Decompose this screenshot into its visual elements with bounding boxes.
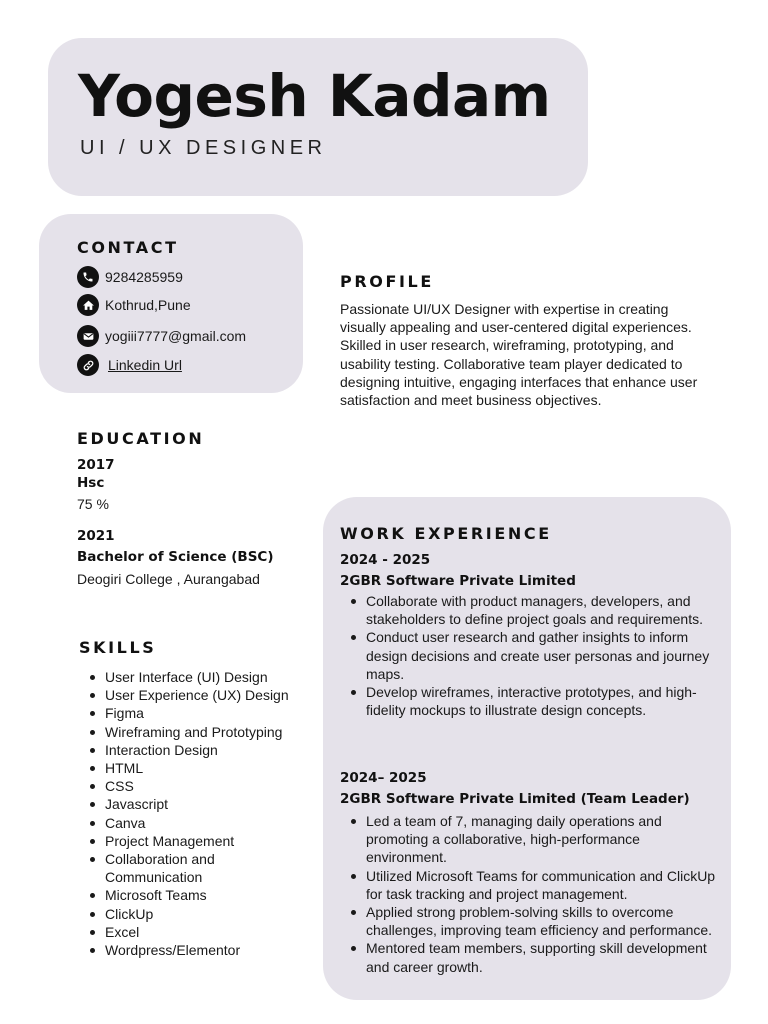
contact-email-row (77, 325, 246, 347)
job-period: 2024 - 2025 (340, 552, 431, 568)
skills-list (79, 668, 304, 959)
education-detail: 75 % (77, 496, 109, 512)
home-icon (77, 294, 99, 316)
job-bullet: Applied strong problem-solving skills to overcome challenges, improving team efficiency and performance. (340, 903, 720, 939)
education-year: 2017 (77, 457, 115, 473)
education-degree: Bachelor of Science (BSC) (77, 549, 274, 565)
skill-item: Canva (79, 814, 304, 832)
skill-item: Wordpress/Elementor (79, 941, 304, 959)
skill-item: Javascript (79, 795, 304, 813)
profile-text: Passionate UI/UX Designer with expertise in creating visually appealing and user-centered digital experiences. Skilled in user research, wireframing, prototyping, and usability testing. Collaborative team player dedicated to designing intuitive, engaging interfaces that enhance user satisfaction and meet business objectives. (340, 301, 698, 409)
contact-address-row (77, 294, 191, 316)
contact-phone-row (77, 266, 183, 288)
skill-item: CSS (79, 777, 304, 795)
education-detail: Deogiri College , Aurangabad (77, 571, 260, 587)
contact-heading: CONTACT (77, 238, 179, 257)
phone-icon (77, 266, 99, 288)
address: Kothrud,Pune (105, 297, 191, 313)
job-bullets (340, 812, 720, 976)
skill-item: Wireframing and Prototyping (79, 723, 304, 741)
candidate-name: Yogesh Kadam (78, 62, 551, 130)
skill-item: User Interface (UI) Design (79, 668, 304, 686)
email-icon (77, 325, 99, 347)
job-company: 2GBR Software Private Limited (Team Leader) (340, 791, 690, 807)
skill-item: Project Management (79, 832, 304, 850)
job-period: 2024– 2025 (340, 770, 427, 786)
email-address: yogiii7777@gmail.com (105, 328, 247, 344)
skill-item: HTML (79, 759, 304, 777)
contact-linkedin-row[interactable] (77, 354, 182, 376)
link-icon (77, 354, 99, 376)
skill-item: Microsoft Teams (79, 886, 304, 904)
skill-item: Interaction Design (79, 741, 304, 759)
job-title: UI / UX DESIGNER (80, 137, 327, 159)
job-bullet: Collaborate with product managers, developers, and stakeholders to define project goals and requirements. (340, 592, 710, 628)
work-experience-heading: WORK EXPERIENCE (340, 524, 552, 543)
job-bullet: Utilized Microsoft Teams for communication and ClickUp for task tracking and project management. (340, 867, 720, 903)
education-heading: EDUCATION (77, 429, 205, 448)
education-year: 2021 (77, 528, 115, 544)
skill-item: ClickUp (79, 905, 304, 923)
skill-item: User Experience (UX) Design (79, 686, 304, 704)
profile-heading: PROFILE (340, 272, 434, 291)
job-bullets (340, 592, 710, 719)
linkedin-link[interactable]: Linkedin Url (108, 357, 182, 373)
job-bullet: Conduct user research and gather insights to inform design decisions and create user personas and journey maps. (340, 628, 710, 683)
job-bullet: Led a team of 7, managing daily operations and promoting a collaborative, high-performance environment. (340, 812, 720, 867)
job-company: 2GBR Software Private Limited (340, 573, 576, 589)
skill-item: Collaboration and Communication (79, 850, 239, 886)
job-bullet: Mentored team members, supporting skill development and career growth. (340, 939, 720, 975)
skill-item: Excel (79, 923, 304, 941)
phone-number: 9284285959 (105, 269, 183, 285)
job-bullet: Develop wireframes, interactive prototypes, and high-fidelity mockups to illustrate design concepts. (340, 683, 710, 719)
skill-item: Figma (79, 704, 304, 722)
skills-heading: SKILLS (79, 638, 157, 657)
education-degree: Hsc (77, 475, 105, 491)
